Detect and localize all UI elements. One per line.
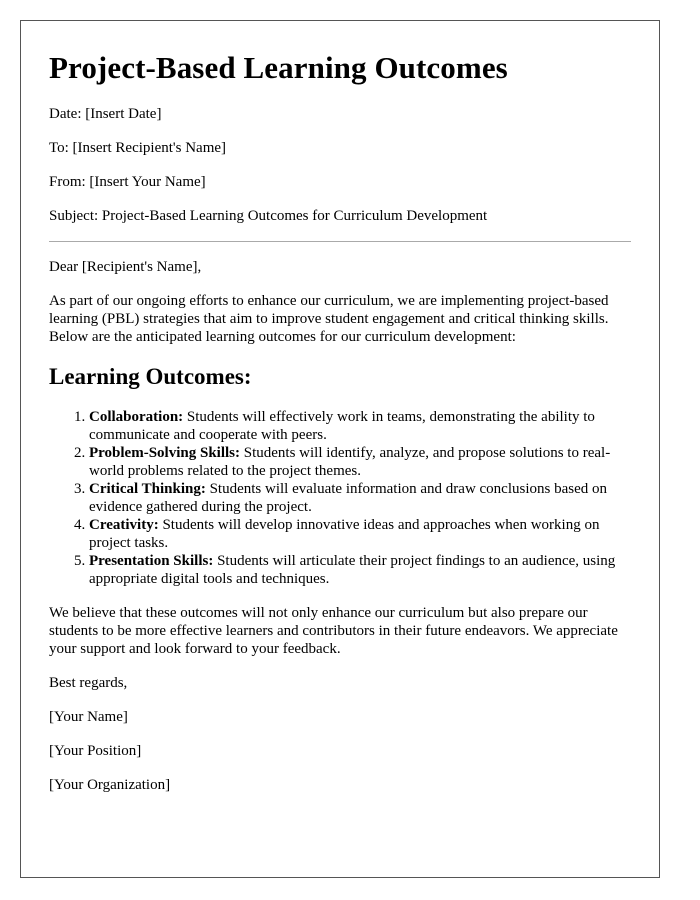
outcome-item [89,552,631,588]
intro-paragraph: As part of our ongoing efforts to enhance our curriculum, we are implementing project-based learning (PBL) strategies that aim to improve student engagement and critical thinking skills. Below are the anticipated learning outcomes for our curriculum development: [49,293,609,345]
subject-line: Subject: Project-Based Learning Outcomes for Curriculum Development [49,208,488,224]
date-line: Date: [Insert Date] [49,106,162,122]
letter-title: Project-Based Learning Outcomes [49,50,508,85]
letter-meta [49,105,631,225]
outcome-item [89,480,631,516]
outcome-item [89,444,631,480]
outcome-text: Students will effectively work in teams, demonstrating the ability to communicate and cooperate with peers. [89,409,595,443]
outcome-text: Students will identify, analyze, and propose solutions to real-world problems related to the project themes. [89,445,611,479]
outcome-item [89,408,631,444]
signer-name: [Your Name] [49,709,128,725]
to-line: To: [Insert Recipient's Name] [49,140,227,156]
outcome-text: Students will evaluate information and draw conclusions based on evidence gathered during the project. [89,481,608,515]
outcomes-heading: Learning Outcomes: [49,364,252,389]
signer-position: [Your Position] [49,743,142,759]
outcome-label: Presentation Skills: [89,553,214,569]
outcome-text: Students will develop innovative ideas and approaches when working on project tasks. [89,517,600,551]
from-line: From: [Insert Your Name] [49,174,206,190]
outcome-item [89,516,631,552]
outcome-label: Problem-Solving Skills: [89,445,240,461]
letter-document [20,20,660,878]
outcomes-list [49,408,631,588]
divider [49,241,631,242]
outcome-text: Students will articulate their project findings to an audience, using appropriate digital tools and techniques. [89,553,616,587]
sign-off: Best regards, [49,675,128,691]
outcome-label: Collaboration: [89,409,184,425]
closing-paragraph: We believe that these outcomes will not only enhance our curriculum but also prepare our students to be more effective learners and contributors in their future endeavors. We appreciate your support and look forward to your feedback. [49,605,618,657]
outcome-label: Critical Thinking: [89,481,206,497]
outcome-label: Creativity: [89,517,159,533]
signer-organization: [Your Organization] [49,777,171,793]
signature-block [49,674,631,794]
salutation: Dear [Recipient's Name], [49,259,202,275]
